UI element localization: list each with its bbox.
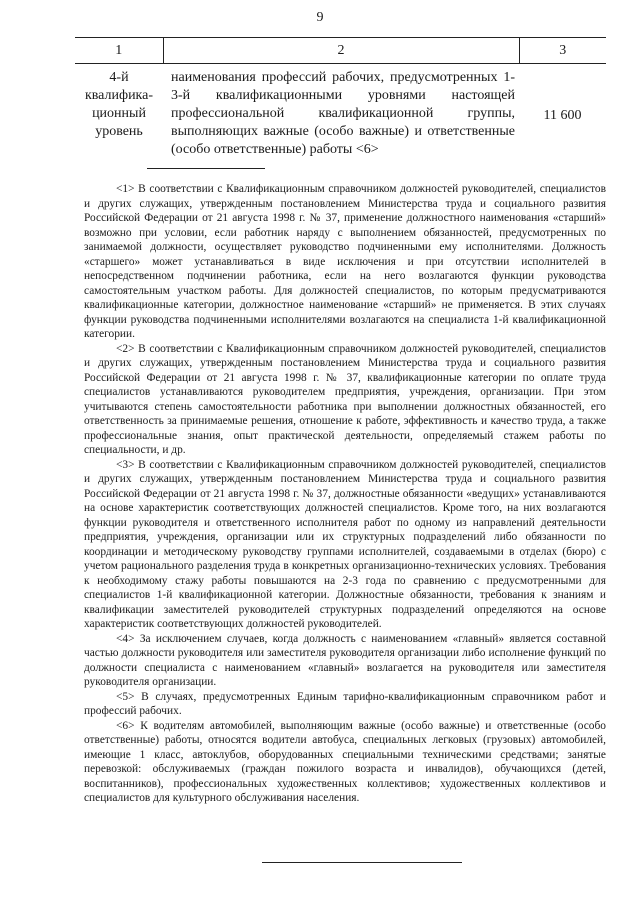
qualification-level-cell <box>75 64 163 160</box>
column-header-2: 2 <box>163 38 519 64</box>
page-number: 9 <box>316 10 324 25</box>
end-separator <box>262 862 462 863</box>
table-row <box>75 64 606 160</box>
footnote-6: <6> К водителям автомобилей, выполняющим важные (особо важные) и ответственные (особо ответственные) работы, относятся водители автобуса, специальных легковых (грузовых) автомобилей, имеющие 1 класс, автоклубов, оборудованных специальными техническими средствами; занятые перевозкой: обслуживаемых (граждан пожилого возраста и инвалидов), обучающихся (детей, воспитанников), профессиональных художественных коллективов; художественных коллективов и специалистов для культурного обслуживания населения. <box>84 719 606 804</box>
qualification-table <box>75 37 606 159</box>
level-line: уровень <box>95 124 143 139</box>
level-line: 4-й <box>109 70 129 85</box>
level-line: ционный <box>92 106 146 121</box>
level-line: квалифика- <box>84 88 154 103</box>
footnote-separator <box>147 168 265 169</box>
table-header-row <box>75 38 606 64</box>
footnote-4: <4> За исключением случаев, когда должность с наименованием «главный» является составной частью должности руководителя или заместителя руководителя организации либо исполнение функций по должности специалиста с наименованием «главный» возлагается на руководителя или заместителя руководителя организации. <box>84 632 606 688</box>
footnote-3: <3> В соответствии с Квалификационным справочником должностей руководителей, специалистов и других служащих, утвержденным постановлением Министерства труда и социального развития Российской Федерации от 21 августа 1998 г. № 37, должностные обязанности «ведущих» устанавливаются на основе характеристик соответствующих должностей специалистов. Кроме того, на них возлагаются функции руководителя и ответственного исполнителя работ по одному из направлений деятельности предприятия, учреждения, организации или их структурных подразделений либо обязанности по координации и методическому руководству группами исполнителей, создаваемыми в отделах (бюро) с учетом рационального разделения труда в конкретных организационно-технических условиях. Требования к необходимому стажу работы повышаются на 2-3 года по сравнению с предусмотренными для специалистов 1-й квалификационной категории. Должностные обязанности, требования к знаниям и квалификации заместителей руководителей структурных подразделений определяются на основе характеристик соответствующих должностей руководителей. <box>84 458 606 630</box>
column-header-3: 3 <box>519 38 606 64</box>
footnote-1: <1> В соответствии с Квалификационным справочником должностей руководителей, специалистов и других служащих, утвержденным постановлением Министерства труда и социального развития Российской Федерации от 21 августа 1998 г. № 37, применение должностного наименования «старший» возможно при условии, если работник наряду с выполнением обязанностей, предусмотренных по занимаемой должности, осуществляет руководство подчиненными ему исполнителями. Должность «старшего» может устанавливаться в виде исключения и при отсутствии исполнителей в непосредственном подчинении работника, если на него возлагаются функции руководства самостоятельным участком работы. Для должностей специалистов, по которым предусматриваются квалификационные категории, должностное наименование «старший» не применяется. В этих случаях функции руководства подчиненными исполнителями возлагаются на специалиста 1-й квалификационной категории. <box>84 183 606 340</box>
footnotes <box>84 182 606 806</box>
salary-amount-cell: 11 600 <box>543 107 582 123</box>
qualification-table-container <box>75 37 606 159</box>
footnote-5: <5> В случаях, предусмотренных Единым тарифно-квалификационным справочником работ и профессий рабочих. <box>84 690 606 717</box>
profession-description-cell: наименования профессий рабочих, предусмотренных 1-3-й квалификационными уровнями настоящей профессиональной квалификационной группы, выполняющих важные (особо важные) и ответственные (особо ответственные) работы <6> <box>171 70 515 157</box>
footnote-2: <2> В соответствии с Квалификационным справочником должностей руководителей, специалистов и других служащих, утвержденным постановлением Министерства труда и социального развития Российской Федерации от 21 августа 1998 г. № 37, квалификационные категории по оплате труда специалистов устанавливаются руководителем предприятия, учреждения, организации. При этом учитываются степень самостоятельности работника при выполнении должностных обязанностей, его ответственность за принимаемые решения, отношение к работе, эффективность и качество труда, а также профессиональные знания, опыт практической деятельности, определяемый стажем работы по специальности, и др. <box>84 342 606 456</box>
column-header-1: 1 <box>75 38 163 64</box>
